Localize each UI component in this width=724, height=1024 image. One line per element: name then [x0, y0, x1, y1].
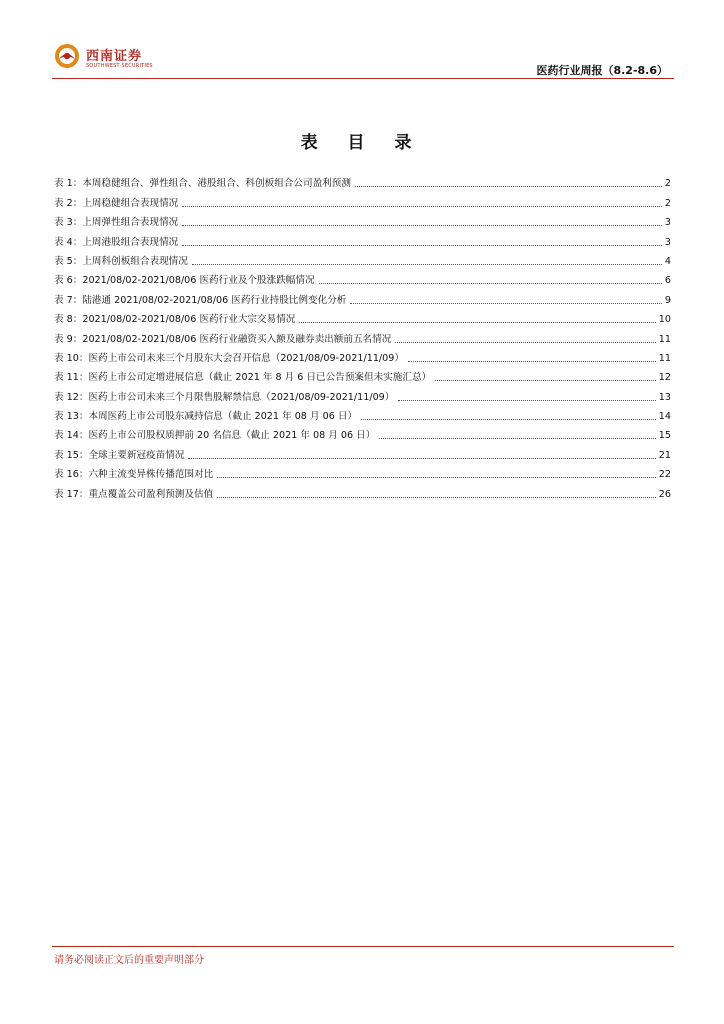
toc-entry-label: 表 11：医药上市公司定增进展信息（截止 2021 年 8 月 6 日已公告预案但未实施汇总） — [54, 372, 432, 384]
toc-entry-label: 表 2：上周稳健组合表现情况 — [54, 197, 179, 209]
toc-entry-page: 26 — [658, 488, 671, 500]
toc-entry-label: 表 3：上周弹性组合表现情况 — [54, 217, 179, 229]
toc-entry-label: 表 13：本周医药上市公司股东减持信息（截止 2021 年 08 月 06 日） — [54, 411, 358, 423]
toc-entry[interactable] — [54, 481, 671, 500]
toc-leader-dots — [361, 419, 656, 420]
toc-entry[interactable] — [54, 229, 671, 248]
toc-entry[interactable] — [54, 171, 671, 190]
toc-entry-label: 表 9：2021/08/02-2021/08/06 医药行业融资买入额及融券卖出额前五名情况 — [54, 333, 392, 345]
toc-entry-page: 21 — [658, 449, 671, 461]
toc-entry-page: 11 — [658, 333, 671, 345]
toc-leader-dots — [192, 264, 662, 265]
toc-entry-label: 表 14：医药上市公司股权质押前 20 名信息（截止 2021 年 08 月 06 日） — [54, 430, 376, 442]
toc-entry-label: 表 4：上周港股组合表现情况 — [54, 236, 179, 248]
toc-entry[interactable] — [54, 249, 671, 268]
toc-leader-dots — [217, 477, 656, 478]
toc-entry[interactable] — [54, 346, 671, 365]
toc-entry[interactable] — [54, 268, 671, 287]
toc-entry-label: 表 16：六种主流变异株传播范围对比 — [54, 469, 214, 481]
toc-entry[interactable] — [54, 365, 671, 384]
toc-entry-page: 14 — [658, 411, 671, 423]
toc-entry[interactable] — [54, 210, 671, 229]
toc-leader-dots — [350, 303, 661, 304]
company-logo — [54, 43, 154, 77]
toc-leader-dots — [182, 206, 662, 207]
toc-entry[interactable] — [54, 423, 671, 442]
header-divider — [52, 78, 674, 79]
toc-entry-page: 15 — [658, 430, 671, 442]
toc-entry-page: 4 — [664, 255, 671, 267]
toc-leader-dots — [408, 361, 656, 362]
toc-entry-page: 10 — [658, 314, 671, 326]
toc-entry-label: 表 15：全球主要新冠疫苗情况 — [54, 449, 185, 461]
toc-entry[interactable] — [54, 462, 671, 481]
toc-leader-dots — [319, 283, 662, 284]
toc-entry[interactable] — [54, 404, 671, 423]
toc-entry-label: 表 17：重点覆盖公司盈利预测及估值 — [54, 488, 214, 500]
disclaimer-note: 请务必阅读正文后的重要声明部分 — [54, 955, 204, 966]
page-header — [52, 40, 674, 80]
toc-leader-dots — [395, 342, 655, 343]
footer-divider — [52, 946, 674, 947]
toc-entry-page: 2 — [664, 197, 671, 209]
toc-entry-page: 22 — [658, 469, 671, 481]
toc-entry-label: 表 7：陆港通 2021/08/02-2021/08/06 医药行业持股比例变化分析 — [54, 294, 347, 306]
toc-entry-page: 6 — [664, 275, 671, 287]
toc-entry-page: 2 — [664, 178, 671, 190]
toc-entry[interactable] — [54, 326, 671, 345]
logo-chinese-name: 西南证券 — [86, 49, 143, 64]
logo-emblem-icon — [54, 43, 80, 69]
toc-leader-dots — [188, 458, 655, 459]
toc-entry[interactable] — [54, 190, 671, 209]
report-title: 医药行业周报（8.2-8.6） — [536, 64, 668, 77]
toc-entry-page: 12 — [658, 372, 671, 384]
toc-leader-dots — [217, 497, 656, 498]
toc-entry[interactable] — [54, 307, 671, 326]
toc-entry-page: 3 — [664, 236, 671, 248]
toc-leader-dots — [379, 438, 655, 439]
table-of-tables-heading: 表 目 录 — [300, 133, 424, 153]
toc-entry-label: 表 5：上周科创板组合表现情况 — [54, 255, 188, 267]
toc-entry-label: 表 8：2021/08/02-2021/08/06 医药行业大宗交易情况 — [54, 314, 296, 326]
toc-entry[interactable] — [54, 384, 671, 403]
toc-entry-label: 表 1：本周稳健组合、弹性组合、港股组合、科创板组合公司盈利预测 — [54, 178, 351, 190]
toc-entry-label: 表 12：医药上市公司未来三个月限售股解禁信息（2021/08/09-2021/11/09） — [54, 391, 395, 403]
toc-entry[interactable] — [54, 287, 671, 306]
logo-english-name: SOUTHWEST SECURITIES — [86, 63, 153, 69]
toc-leader-dots — [182, 225, 662, 226]
toc-leader-dots — [355, 186, 662, 187]
toc-entry[interactable] — [54, 442, 671, 461]
toc-leader-dots — [182, 245, 662, 246]
toc-entry-label: 表 10：医药上市公司未来三个月股东大会召开信息（2021/08/09-2021/11/09） — [54, 352, 404, 364]
toc-entry-page: 9 — [664, 294, 671, 306]
toc-leader-dots — [398, 400, 655, 401]
toc-entry-label: 表 6：2021/08/02-2021/08/06 医药行业及个股涨跌幅情况 — [54, 275, 315, 287]
toc-entry-page: 13 — [658, 391, 671, 403]
table-of-tables — [54, 171, 671, 501]
toc-entry-page: 3 — [664, 217, 671, 229]
toc-leader-dots — [299, 322, 655, 323]
toc-entry-page: 11 — [658, 352, 671, 364]
toc-leader-dots — [435, 380, 656, 381]
